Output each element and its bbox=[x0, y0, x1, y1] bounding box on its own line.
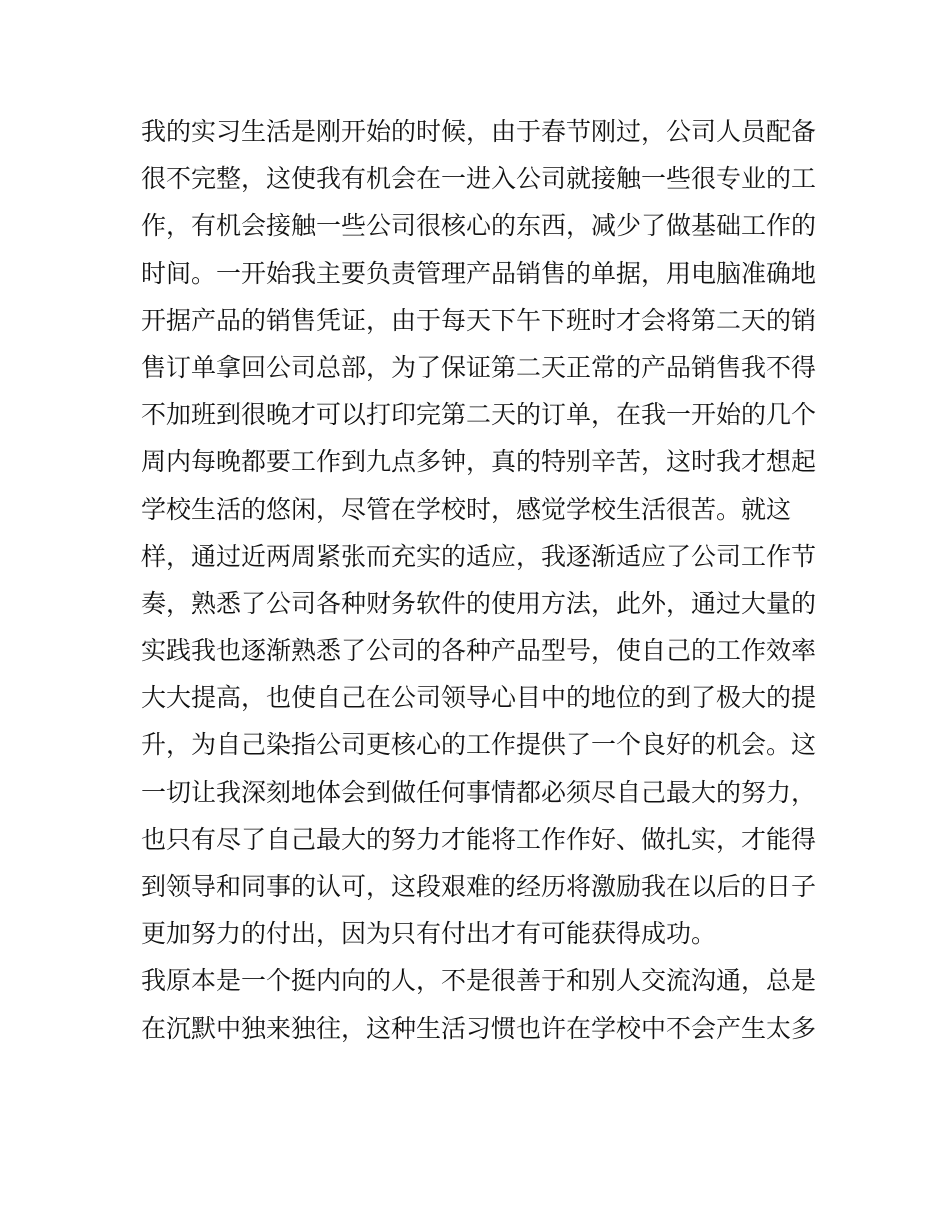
text-line: 样，通过近两周紧张而充实的适应，我逐渐适应了公司工作节 bbox=[141, 541, 817, 571]
text-line: 时间。一开始我主要负责管理产品销售的单据，用电脑准确地 bbox=[141, 258, 817, 288]
body-text bbox=[141, 108, 821, 1052]
text-line: 售订单拿回公司总部，为了保证第二天正常的产品销售我不得 bbox=[141, 352, 817, 382]
text-line: 更加努力的付出，因为只有付出才有可能获得成功。 bbox=[141, 919, 717, 949]
text-line: 我原本是一个挺内向的人，不是很善于和别人交流沟通，总是 bbox=[141, 966, 817, 996]
text-line: 开据产品的销售凭证，由于每天下午下班时才会将第二天的销 bbox=[141, 305, 817, 335]
text-line: 也只有尽了自己最大的努力才能将工作作好、做扎实，才能得 bbox=[141, 824, 817, 854]
text-line: 在沉默中独来独往，这种生活习惯也许在学校中不会产生太多 bbox=[141, 1013, 817, 1043]
text-line: 学校生活的悠闲，尽管在学校时，感觉学校生活很苦。就这 bbox=[141, 494, 792, 524]
text-line: 很不完整，这使我有机会在一进入公司就接触一些很专业的工 bbox=[141, 164, 817, 194]
text-line: 奏，熟悉了公司各种财务软件的使用方法，此外，通过大量的 bbox=[141, 588, 817, 618]
text-line: 作，有机会接触一些公司很核心的东西，减少了做基础工作的 bbox=[141, 211, 817, 241]
text-line: 不加班到很晚才可以打印完第二天的订单，在我一开始的几个 bbox=[141, 400, 817, 430]
text-line: 我的实习生活是刚开始的时候，由于春节刚过，公司人员配备 bbox=[141, 117, 817, 146]
text-line: 周内每晚都要工作到九点多钟，真的特别辛苦，这时我才想起 bbox=[141, 447, 817, 477]
text-line: 升，为自己染指公司更核心的工作提供了一个良好的机会。这 bbox=[141, 730, 817, 760]
text-line: 大大提高，也使自己在公司领导心目中的地位的到了极大的提 bbox=[141, 683, 817, 713]
text-line: 到领导和同事的认可，这段艰难的经历将激励我在以后的日子 bbox=[141, 872, 817, 901]
text-line: 实践我也逐渐熟悉了公司的各种产品型号，使自己的工作效率 bbox=[141, 636, 817, 666]
text-line: 一切让我深刻地体会到做任何事情都必须尽自己最大的努力， bbox=[141, 777, 817, 807]
